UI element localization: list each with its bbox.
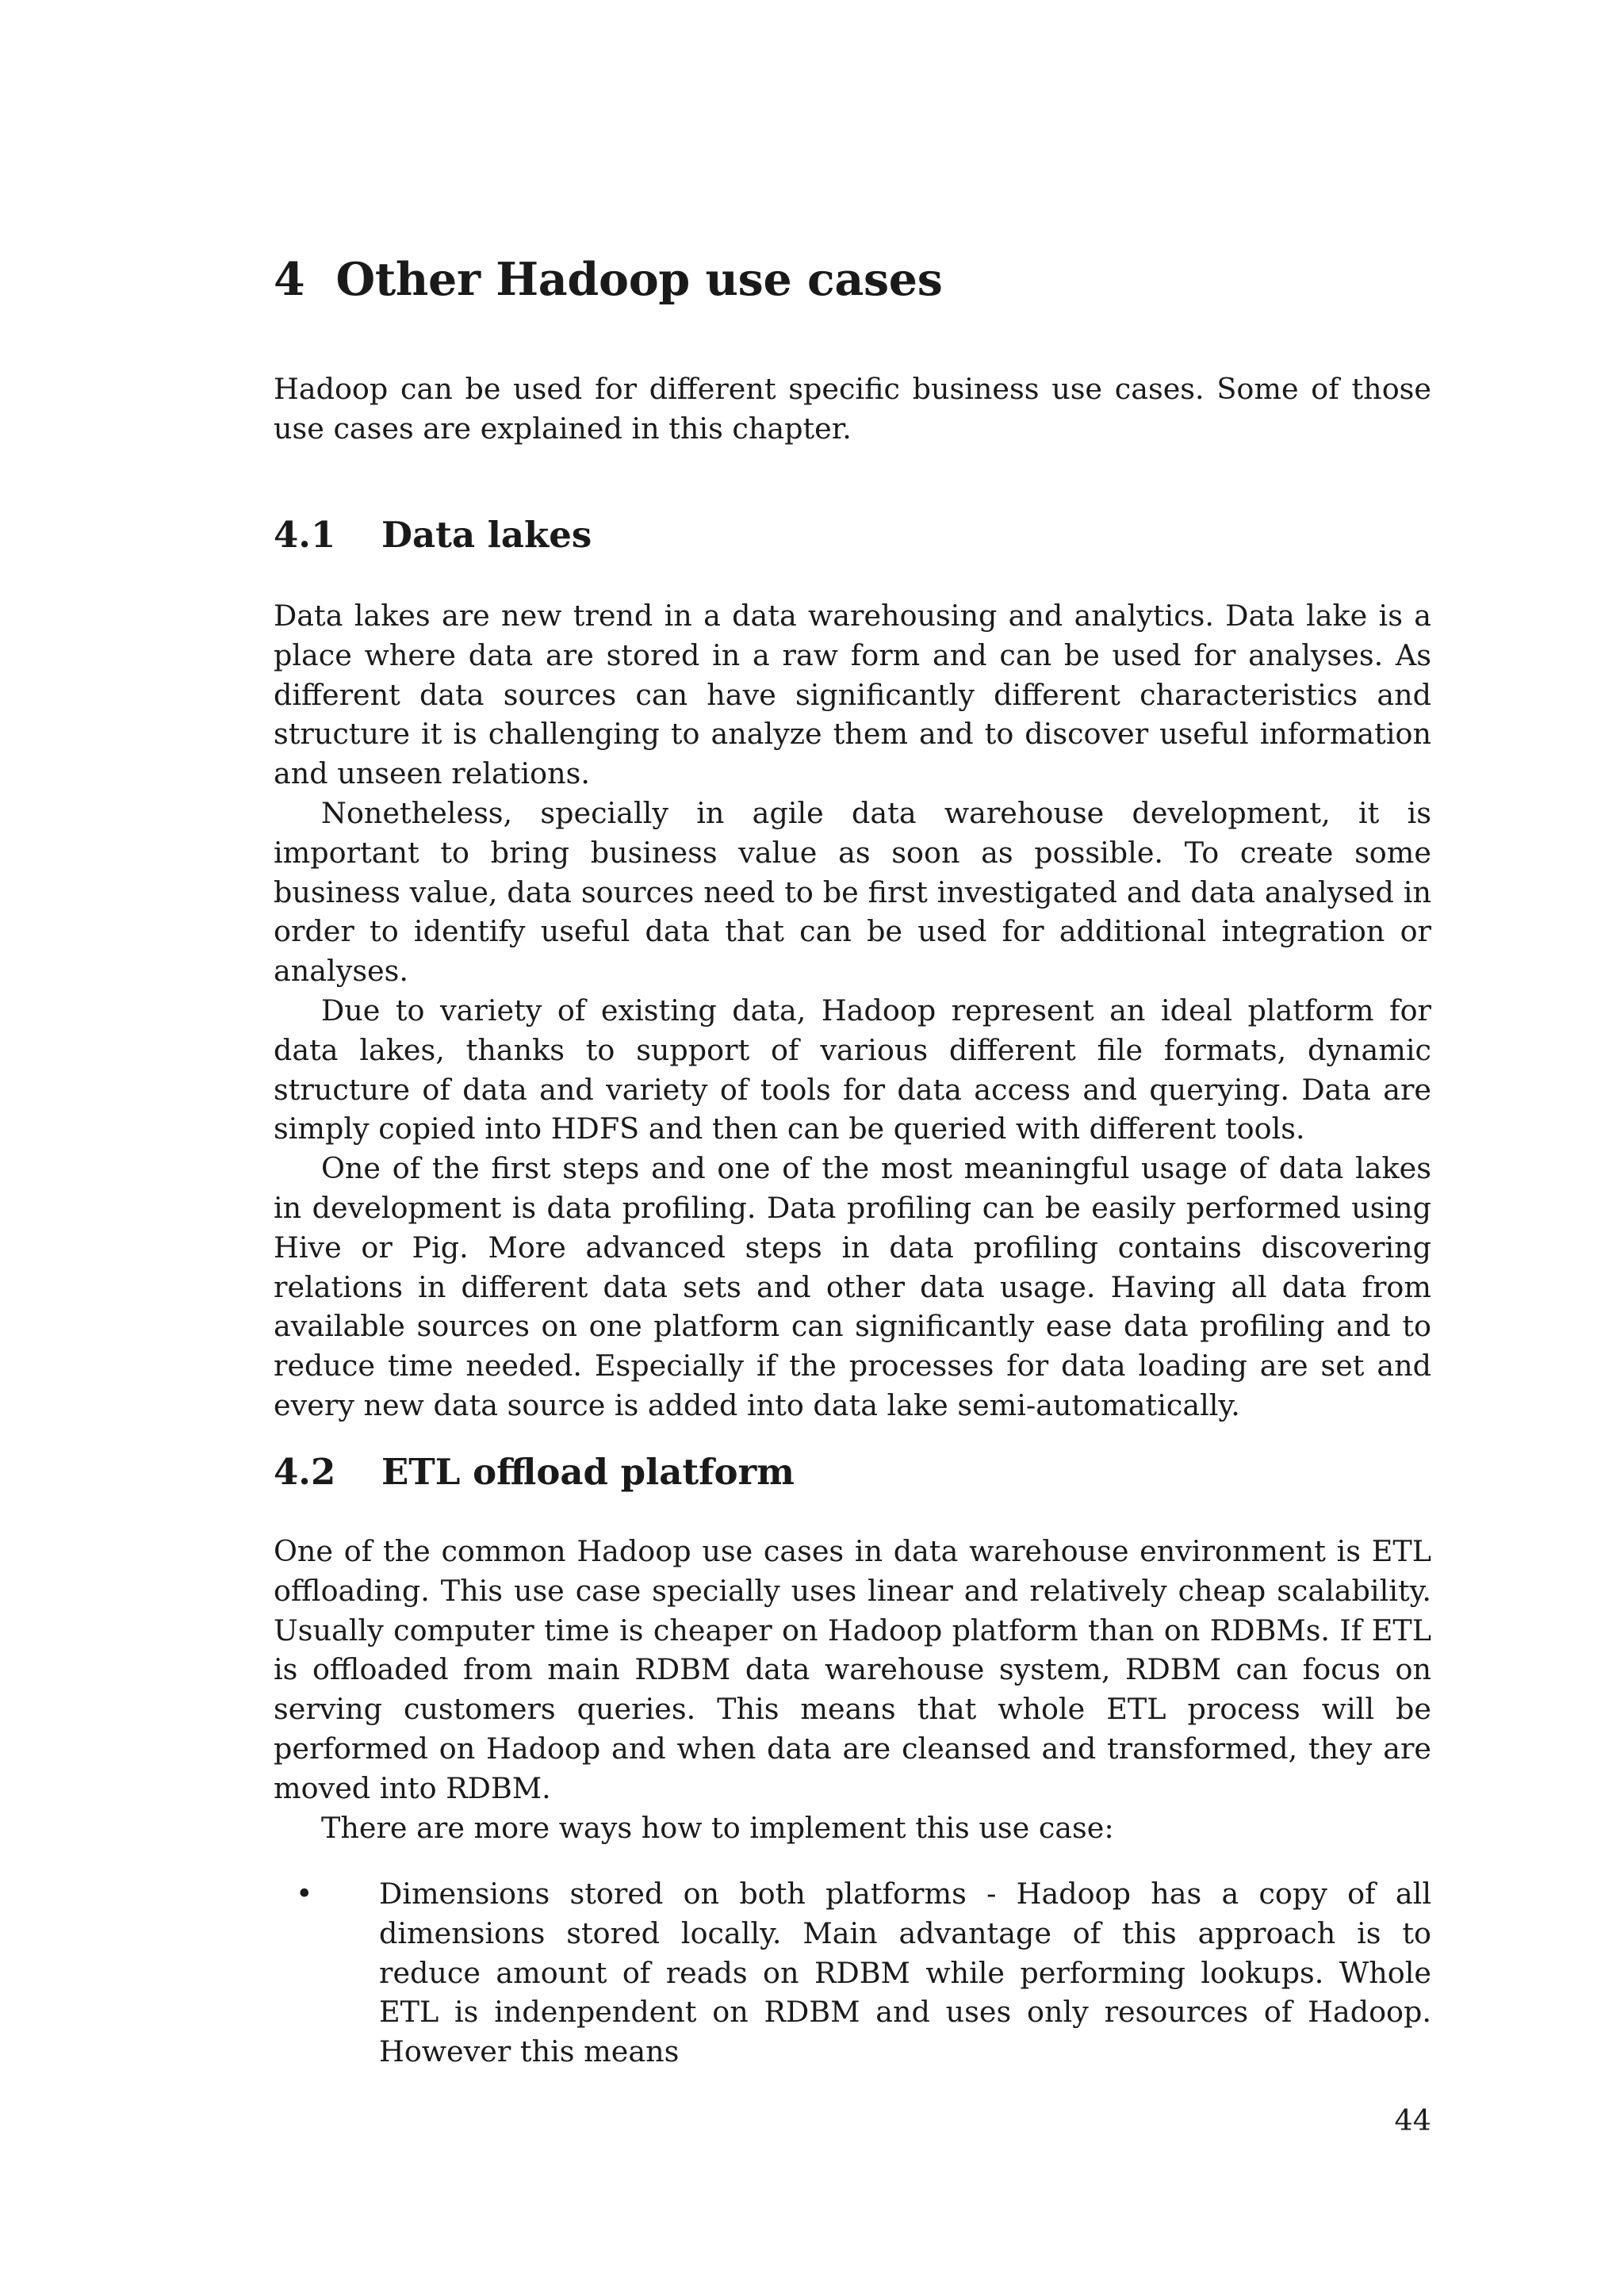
paragraph: One of the first steps and one of the most meaningful usage of data lakes in development is data profiling. Data profiling can be easily performed using Hive or Pig. More advanced steps in data profiling contains discovering relations in different data sets and other data usage. Having all data from available sources on one platform can significantly ease data profiling and to reduce time needed. Especially if the processes for data loading are set and every new data source is added into data lake semi-automatically. <box>274 1151 1431 1422</box>
list-item <box>274 1874 1431 2072</box>
chapter-number: 4 <box>274 253 305 306</box>
bullet-icon: • <box>296 1877 313 1911</box>
section-title-text: ETL offload platform <box>381 1451 795 1493</box>
section-number: 4.2 <box>274 1451 336 1493</box>
section-title-text: Data lakes <box>381 514 592 556</box>
paragraph: One of the common Hadoop use cases in data warehouse environment is ETL offloading. This use case specially uses linear and relatively cheap scalability. Usually computer time is cheaper on Hadoop platform than on RDBMs. If ETL is offloaded from main RDBM data warehouse system, RDBM can focus on serving customers queries. This means that whole ETL process will be performed on Hadoop and when data are cleansed and transformed, they are moved into RDBM. <box>274 1534 1431 1805</box>
section-body-etl-offload <box>274 1532 1431 1847</box>
intro-paragraph: Hadoop can be used for different specific business use cases. Some of those use cases are explained in this chapter. <box>274 372 1431 446</box>
paragraph: Due to variety of existing data, Hadoop represent an ideal platform for data lakes, thanks to support of various different file formats, dynamic structure of data and variety of tools for data access and querying. Data are simply copied into HDFS and then can be queried with different tools. <box>274 993 1431 1146</box>
paragraph: Nonetheless, specially in agile data warehouse development, it is important to bring business value as soon as possible. To create some business value, data sources need to be first investigated and data analysed in order to identify useful data that can be used for additional integration or analyses. <box>274 795 1431 989</box>
section-heading-data-lakes <box>274 515 592 555</box>
paragraph: There are more ways how to implement this use case: <box>321 1810 1114 1845</box>
chapter-intro <box>274 369 1431 449</box>
chapter-title-text: Other Hadoop use cases <box>335 253 943 306</box>
paragraph: Data lakes are new trend in a data warehousing and analytics. Data lake is a place where data are stored in a raw form and can be used for analyses. As different data sources can have significantly different characteristics and structure it is challenging to analyze them and to discover useful information and unseen relations. <box>274 599 1431 791</box>
list-item-text: Dimensions stored on both platforms - Hadoop has a copy of all dimensions stored locally. Main advantage of this approach is to reduce amount of reads on RDBM while performing lookups. Whole ETL is indenpendent on RDBM and uses only resources of Hadoop. However this means <box>379 1877 1431 2069</box>
section-number: 4.1 <box>274 514 336 556</box>
page-number: 44 <box>1394 2103 1431 2137</box>
section-body-data-lakes <box>274 596 1431 1425</box>
section-heading-etl-offload <box>274 1452 795 1492</box>
chapter-title <box>274 255 943 305</box>
